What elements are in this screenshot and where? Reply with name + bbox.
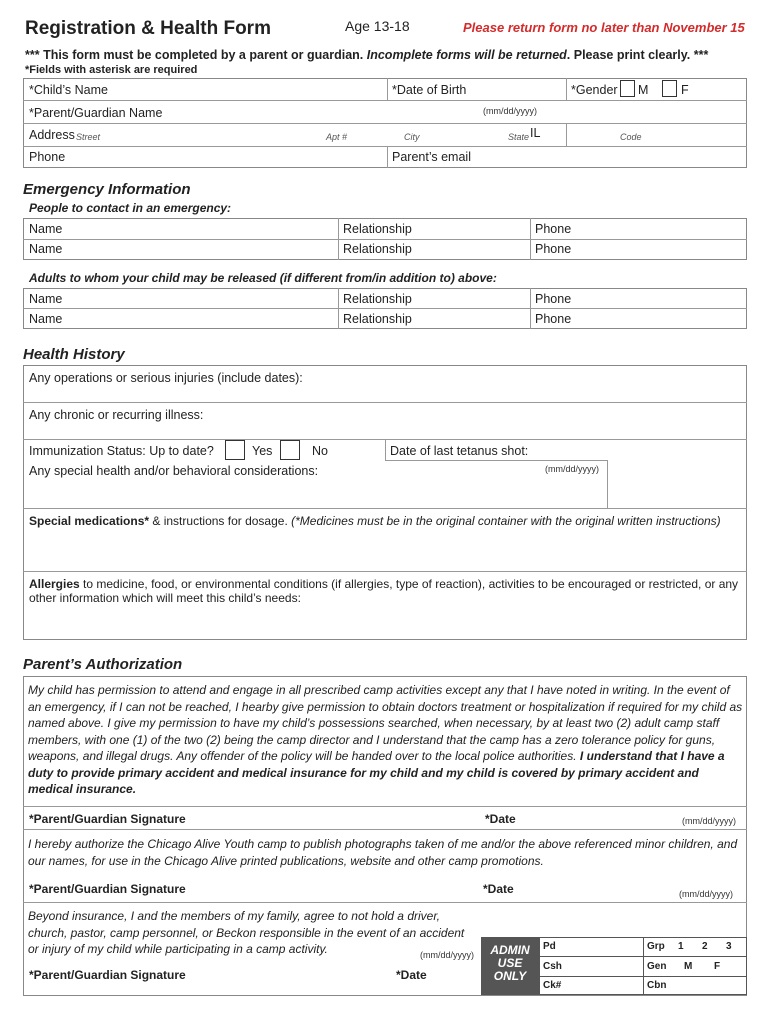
age-range: Age 13-18 [345, 18, 410, 34]
signature-2-label: *Parent/Guardian Signature [29, 882, 186, 896]
tetanus-date-format: (mm/dd/yyyy) [545, 464, 599, 474]
immunization-yes-label: Yes [252, 444, 273, 458]
liability-paragraph: Beyond insurance, I and the members of my family, agree to not hold a driver, church, pastor, camp personnel, or Beckon responsible in the event of an accident or injury of my child while participating in a camp activity. [28, 909, 465, 956]
gender-f-label: F [681, 83, 689, 97]
date-3-format: (mm/dd/yyyy) [420, 950, 474, 960]
contact-1-name-label: Name [29, 222, 63, 236]
contact-1-phone-label: Phone [535, 222, 572, 236]
admin-pd-label: Pd [543, 941, 556, 952]
release-1-relationship-label: Relationship [343, 292, 412, 306]
phone-label: Phone [29, 150, 66, 164]
street-label: Street [76, 132, 101, 142]
immunization-no-label: No [312, 444, 328, 458]
emergency-heading: Emergency Information [23, 181, 191, 198]
photo-release-paragraph: I hereby authorize the Chicago Alive Youth camp to publish photographs taken of me and/or the above referenced minor children, and our names, for use in the Chicago Alive printed publications, website and other camp promotions. [28, 837, 738, 868]
release-1-phone-label: Phone [535, 292, 572, 306]
state-label: State [508, 132, 530, 142]
gender-m-label: M [638, 83, 649, 97]
admin-gen-m: M [684, 961, 693, 972]
special-medications-label: Special medications* & instructions for dosage. (*Medicines must be in the original container with the original written instructions) [29, 514, 721, 528]
release-adults-subheading: Adults to whom your child may be released (if different from/in addition to) above: [29, 271, 497, 285]
chronic-illness-label: Any chronic or recurring illness: [29, 408, 204, 422]
emergency-contacts-subheading: People to contact in an emergency: [29, 201, 232, 215]
signature-1-label: *Parent/Guardian Signature [29, 812, 186, 826]
zip-code-label: Code [620, 132, 642, 142]
contact-1-relationship-label: Relationship [343, 222, 412, 236]
apt-label: Apt # [326, 132, 348, 142]
gender-label: *Gender [571, 83, 618, 97]
immunization-no-checkbox[interactable] [280, 440, 300, 460]
authorization-heading: Parent’s Authorization [23, 656, 183, 673]
operations-label: Any operations or serious injuries (include dates): [29, 371, 303, 385]
gender-m-checkbox[interactable] [620, 80, 635, 97]
form-title: Registration & Health Form [25, 18, 271, 39]
date-1-format: (mm/dd/yyyy) [682, 816, 736, 826]
parent-email-label: Parent’s email [392, 150, 471, 164]
allergies-label: Allergies to medicine, food, or environmental conditions (if allergies, type of reaction), activities to be encouraged or restricted, or any other information which will meet this child’s needs: [29, 577, 739, 605]
instructions-note: *** This form must be completed by a parent or guardian. Incomplete forms will be returned. Please print clearly. *** [25, 48, 709, 62]
authorization-paragraph: My child has permission to attend and engage in all prescribed camp activities except any that I have noted in writing. In the event of an emergency, if I can not be reached, I hearby give permission to obtain doctors treatment or hospitalization if required for my child as named above. I give my permission to have my child’s possessions searched, when necessary, by at least two (2) adult camp staff members, with one (1) of the two (2) being the camp director and I understand that the camp has a zero tolerance policy for guns, weapons, and illegal drugs. Any offender of the policy will be handed over to the local police authorities. I understand that I have a duty to provide primary accident and medical insurance for my child and my child is covered by primary accident and medical insurance. [28, 683, 743, 796]
signature-3-label: *Parent/Guardian Signature [29, 968, 186, 982]
address-label: Address [29, 128, 75, 142]
admin-grp-label: Grp [647, 941, 665, 952]
release-2-name-label: Name [29, 312, 63, 326]
gender-f-checkbox[interactable] [662, 80, 677, 97]
admin-gen-f: F [714, 961, 721, 972]
date-2-label: *Date [483, 882, 514, 896]
admin-csh-label: Csh [543, 961, 562, 972]
return-notice: Please return form no later than November 15 [463, 20, 745, 35]
city-label: City [404, 132, 420, 142]
admin-gen-label: Gen [647, 961, 667, 972]
health-history-heading: Health History [23, 346, 125, 363]
parent-name-label: *Parent/Guardian Name [29, 106, 163, 120]
immunization-label: Immunization Status: Up to date? [29, 444, 214, 458]
release-2-phone-label: Phone [535, 312, 572, 326]
admin-grp-2: 2 [702, 941, 708, 952]
admin-grp-3: 3 [726, 941, 732, 952]
admin-use-only-badge: ADMIN USE ONLY [481, 937, 539, 995]
admin-grp-1: 1 [678, 941, 684, 952]
date-1-label: *Date [485, 812, 516, 826]
child-name-label: *Child’s Name [29, 83, 108, 97]
state-value: IL [530, 126, 541, 140]
release-1-name-label: Name [29, 292, 63, 306]
immunization-yes-checkbox[interactable] [225, 440, 245, 460]
admin-ck-label: Ck# [543, 980, 562, 991]
contact-2-name-label: Name [29, 242, 63, 256]
dob-label: *Date of Birth [392, 83, 467, 97]
release-2-relationship-label: Relationship [343, 312, 412, 326]
date-3-label: *Date [396, 968, 427, 982]
admin-cbn-label: Cbn [647, 980, 667, 991]
required-note: *Fields with asterisk are required [25, 64, 198, 76]
date-2-format: (mm/dd/yyyy) [679, 889, 733, 899]
contact-2-relationship-label: Relationship [343, 242, 412, 256]
contact-2-phone-label: Phone [535, 242, 572, 256]
special-considerations-label: Any special health and/or behavioral considerations: [29, 464, 319, 478]
dob-format: (mm/dd/yyyy) [483, 106, 537, 116]
tetanus-label: Date of last tetanus shot: [390, 444, 529, 458]
